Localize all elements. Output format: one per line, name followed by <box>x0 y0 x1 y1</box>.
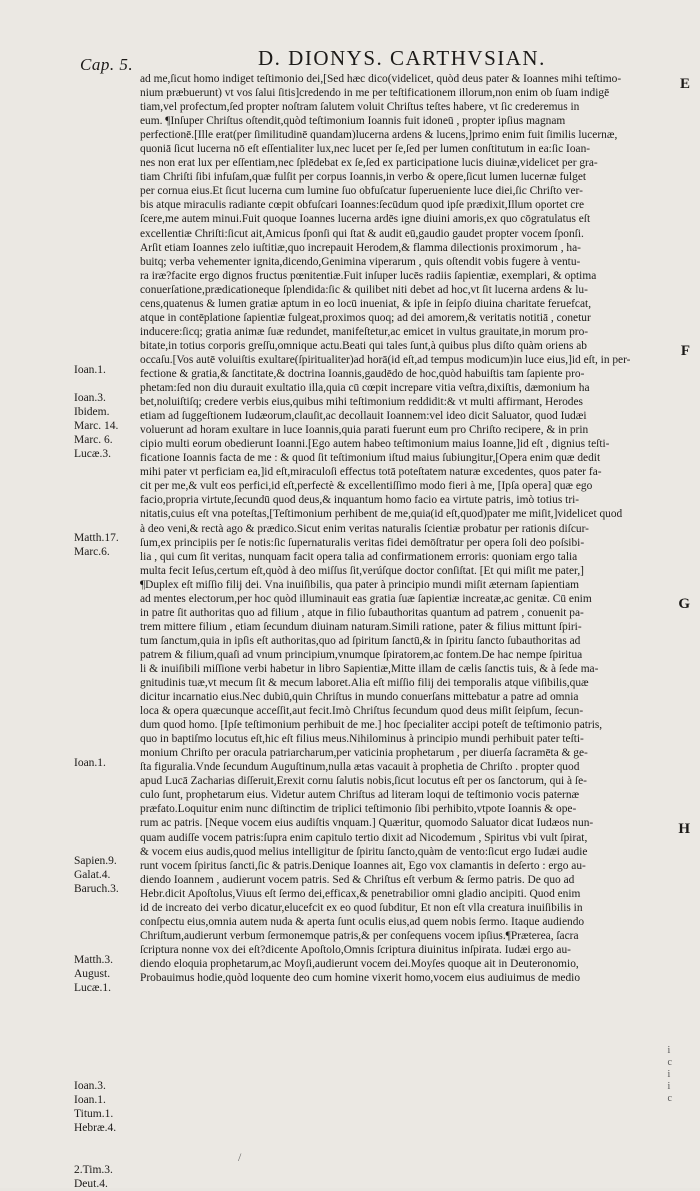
text-line: tiam Chriſti ſibi infuſam,quæ fulſit per corpus Ioannis,in verbo & opere,ſicut lumen lucernæ fulget <box>140 171 587 184</box>
text-line: patrem & filium,quaſi ad vnum principium,vnumque ſpiratorem,ac fontem.De hac nempe ſpiritua <box>140 648 583 661</box>
text-line: facio,propria virtute,ſecundū quod deus,& inquantum homo facio ea virtute patris, imò totius tri- <box>140 494 580 507</box>
text-line: tum ſanctum,quia in ipſis eſt authoritas,quo ad ſpiritum ſanctū,& in ſpiritu ſancto ſubauthoritas ad <box>140 634 581 647</box>
text-line: dum quod homo. [Ipſe teſtimonium perhibuit de me.] hoc ſpecialiter accipi poteſt de teſtimonio patris, <box>140 719 603 732</box>
bottom-mark: / <box>238 1150 242 1164</box>
text-line: præfato.Loquitur enim nunc diſtinctim de triplici teſtimonio ſibi perhibito,vtpote Ioannis & ope- <box>140 803 577 816</box>
margin-reference: August. <box>74 967 111 980</box>
margin-reference: Baruch.3. <box>74 883 119 896</box>
margin-reference: Marc. 6. <box>74 433 113 446</box>
text-line: nium præbuerunt) vt vos ſalui ſitis]credendo in me per teſtificationem illorum,non enim ob ſuam indigē <box>140 87 610 100</box>
text-line: Hebr.dicit Apoſtolus,Viuus eſt ſermo dei,efficax,& penetrabilior omni gladio ancipiti. Quod enim <box>140 887 581 900</box>
section-letter: H <box>678 820 690 837</box>
text-line: cipio multi eorum obedierunt Ioanni.[Ego autem habeo teſtimonium maius Ioanne,]id eſt , dignius teſti- <box>140 438 610 451</box>
running-title: D. DIONYS. CARTHVSIAN. <box>258 46 546 70</box>
text-line: rum ac patris. [Neque vocem eius audiſtis vnquam.] Quæritur, quomodo Saluator dicat Iudæos nun- <box>140 817 594 830</box>
text-line: Arſit etiam Ioannes zelo iuſtitiæ,quo increpauit Herodem,& flamma dilectionis proximorum , ha- <box>140 241 581 254</box>
section-letter: E <box>679 76 690 92</box>
text-line: ſcriptura nonne vox dei eſt?dicente Apoſtolo,Omnis ſcriptura diuinitus inſpirata. Iudæi ergo au- <box>140 943 571 956</box>
section-letter: F <box>680 342 690 359</box>
text-line: quam audiſſe vocem patris:ſupra enim capitulo tertio dixit ad Nicodemum , Spiritus vbi vult ſpirat, <box>140 831 588 844</box>
text-line: ficatione Ioannis facta de me : & quod ſit teſtimonium iſtud maius ſubiungitur,[Opera enim quæ dedit <box>140 452 601 465</box>
footer-mark: i <box>667 1045 671 1056</box>
margin-references <box>74 78 142 1191</box>
text-line: phetam:ſed non diu durauit exultatio illa,quia cū cœpit increpare vitia veſtra,dixiſtis, dæmonium ha <box>140 382 590 395</box>
footer-mark: i <box>667 1081 671 1092</box>
text-line: ra iræ?facite ergo dignos fructus pœnitentiæ.Fuit inſuper lucēs radiis ſapientiæ, exemplari, & optima <box>140 269 597 282</box>
margin-reference: Hebræ.4. <box>74 1122 117 1135</box>
section-letter: G <box>678 595 690 612</box>
text-line: monium Chriſto per oracula patriarcharum,per vaticinia prophetarum , per diuerſa ſacramēta & ge- <box>140 747 588 760</box>
text-line: lia , qui cum ſit veritas, nunquam facit opera talia ad confirmationem erroris: quoniam ergo talia <box>140 550 578 563</box>
margin-reference: Titum.1. <box>74 1108 114 1121</box>
text-line: Probauimus hodie,quòd loquente deo cum homine vixerit homo,vocem eius audiuimus de medio <box>140 972 581 984</box>
text-line: buitq; verba vehementer ignita,dicendo,Genimina viperarum , quis oſtendit vobis fugere à ventu- <box>140 255 581 268</box>
text-line: diendo Ioannem , audierunt vocem patris. Sed & Chriſtus eſt verbum & ſermo patris. De quo ad <box>140 873 575 886</box>
margin-reference: Matth.3. <box>74 953 113 966</box>
text-line: gnitudinis tuæ,vt mecum ſit & mecum laboret.Alia eſt miſſio filij dei temporalis atque viſibilis,quæ <box>140 677 589 690</box>
text-line: conuerſatione,prædicationeque ſplendida:ſic & quilibet niti debet ad hoc,vt ſit lucerna ardens & lu- <box>140 283 588 296</box>
margin-reference: Deut.4. <box>74 1178 108 1191</box>
text-line: ſcere,me autem minui.Fuit quoque Ioannes lucerna ardēs igne diuini amoris,ex quo cōgratulatus eſt <box>140 213 591 226</box>
text-line: nes non erat lux per eſſentiam,nec ſplēdebat ex ſe,ſed ex participatione lucis diuinæ,videlicet per gra- <box>140 157 598 170</box>
text-line: quo in baptiſmo locutus eſt,hic eſt filius meus.Nihilominus à principio mundi perhibuit pater teſti- <box>140 733 584 746</box>
margin-reference: Marc.6. <box>74 546 110 559</box>
text-line: in patre ſit authoritas quo ad filium , atque in filio ſubauthoritas quantum ad patrem , conuenit pa- <box>140 606 584 619</box>
margin-reference: Lucæ.1. <box>74 981 112 994</box>
text-line: li & inuiſibili miſſione verbi habetur in libro Sapientiæ,Mitte illam de cælis ſanctis tuis, & à ſede ma- <box>140 662 599 675</box>
margin-reference: Matth.17. <box>74 532 119 545</box>
text-line: Chriſtum,audierunt verbum ſermonemque patris,& per conſequens vocem ipſius.¶Præterea, ſacra <box>140 929 579 942</box>
text-line: fectione & gratia,& ſanctitate,& doctrina Ioannis,gaudēdo de hoc,quòd habuiſtis tam ſapiente pro- <box>140 367 585 380</box>
text-line: excellentiæ Chriſti:ſicut ait,Amicus ſponſi qui ſtat & audit eū,gaudio gaudet propter vocem ſponſi. <box>140 227 584 240</box>
text-line: loca & opera quæcunque acceſſit,aut fecit.Imò Chriſtus ſecundum quod deus miſit ſeipſum, ſecun- <box>140 705 584 718</box>
text-line: trem mittere filium , etiam ſecundum diuinam naturam.Simili ratione, pater & filius mittunt ſpiri- <box>140 620 582 633</box>
text-line: bis atque miraculis radiante cœpit obfuſcari Ioannes:ſecūdum quod ipſe prædixit,Illum oportet cre <box>140 199 585 212</box>
text-line: perfectionē.[Ille erat(per ſimilitudinē quandam)lucerna ardens & lucens,]primo enim fuit ſimilis lucernæ, <box>140 129 618 142</box>
text-line: ¶Duplex eſt miſſio filij dei. Vna inuiſibilis, qua pater à principio mundi miſit æternam ſapientiam <box>140 578 579 591</box>
footer-mark: i <box>667 1069 671 1080</box>
footer-mark: c <box>667 1057 672 1068</box>
margin-reference: Galat.4. <box>74 869 111 882</box>
margin-reference: Ioan.3. <box>74 1080 106 1093</box>
text-line: conſpectu eius,omnia autem nuda & aperta ſunt oculis eius,ad quem nobis ſermo. Itaque audiendo <box>140 915 585 928</box>
text-line: bitate,in totius corporis greſſu,omnique actu.Beati qui tales ſunt,à quibus plus diſto quàm oriens ab <box>140 339 588 352</box>
margin-reference: Marc. 14. <box>74 419 119 432</box>
footer-mark: c <box>667 1093 672 1104</box>
text-line: etiam ad ſuggeſtionem Iudæorum,clauſit,ac decollauit Ioannem:vel ideo dicit Saluator, quod Iudæi <box>140 410 587 423</box>
text-line: ſum,ex principiis per ſe notis:ſic ſupernaturalis veritas fidei demōſtratur per opera ſoli deo poſsibi- <box>140 536 585 549</box>
text-line: apud Lucā Zacharias diſſeruit,Erexit cornu ſalutis nobis,ſicut locutus eſt per os ſanctorum, qui à ſe- <box>140 775 587 788</box>
margin-reference: Ioan.1. <box>74 1094 106 1107</box>
text-line: mihi pater vt perficiam ea,]id eſt,miraculoſi effectus totā poteſtatem naturæ excedentes, quos pater fa- <box>140 466 602 479</box>
margin-reference: 2.Tim.3. <box>74 1164 113 1177</box>
margin-reference: Sapien.9. <box>74 855 117 868</box>
text-line: eum. ¶Inſuper Chriſtus oſtendit,quòd teſtimonium Ioannis fuit idoneū , propter ipſius magnam <box>140 115 566 128</box>
text-line: occaſu.[Vos autē voluiſtis exultare(ſpiritualiter)ad horā(id eſt,ad tempus modicum)in luce eius,]id eſt, in per- <box>140 353 631 366</box>
text-line: id de increato dei verbo dicatur,elucefcit ex eo quod ſubditur, Et non eſt vlla creatura inuiſibilis in <box>140 901 583 914</box>
text-line: quoniā ſicut lucerna nō eſt eſſentialiter lux,nec lucet per ſe,ſed per lumen conſtitutum in ea:ſic Ioan- <box>140 143 591 156</box>
text-line: multa fecit Ieſus,certum eſt,quòd à deo miſſus ſit,verúſque doctor conſiſtat. [Et qui miſit me pater,] <box>140 564 584 577</box>
text-line: ſta figuralia.Vnde ſecundum Auguſtinum,nulla ætas vacauit à prophetia de Chriſto . propter quod <box>140 761 580 774</box>
text-line: diendo eloquia prophetarum,ac Moyſi,audierunt vocem dei.Moyſes quoque ait in Deuteronomio, <box>140 957 579 970</box>
margin-reference: Ioan.1. <box>74 756 106 769</box>
main-text-column <box>140 72 662 985</box>
text-line: cens,quatenus & lumen gratiæ aptum in eo locū inueniat, & ipſe in ſeipſo diuina charitate feruefcat, <box>140 297 592 310</box>
text-line: culo ſunt, prophetarum eius. Videtur autem Chriſtus ad literam loqui de teſtimonio vocis paternæ <box>140 789 580 802</box>
margin-reference: Lucæ.3. <box>74 447 112 460</box>
margin-reference: Ioan.1. <box>74 363 106 376</box>
chapter-label: Cap. 5. <box>80 55 134 74</box>
footer-marks <box>668 1045 672 1105</box>
margin-reference: Ioan.3. <box>74 391 106 404</box>
text-line: ad me,ſicut homo indiget teſtimonio dei,[Sed hæc dico(videlicet, quòd deus pater & Ioannes mihi teſtimo- <box>140 73 622 85</box>
text-line: ad mentes electorum,per hoc quòd illuminauit eas gratia ſuæ ſapientiæ increatæ,ac genitæ. Cū enim <box>140 592 592 605</box>
text-line: nitatis,cuius eſt vna poteſtas,[Teſtimonium perhibent de me,quia(id eſt,quod)pater me miſit,]videlicet quod <box>140 508 623 521</box>
text-line: atque in contēplatione ſapientiæ fulgeat,proximos quoq; ad dei amorem,& veritatis notitiā , conetur <box>140 311 591 324</box>
text-line: per cornua eius.Et ſicut lucerna cum lumine ſuo obfuſcatur ſuperueniente luce diei,ſic Chriſto ver- <box>140 185 583 198</box>
text-line: inducere:ſicq; gratia animæ ſuæ redundet, manifeſtetur,ac emicet in vultus grauitate,in morum pro- <box>140 325 589 338</box>
text-line: voluerunt ad horam exultare in luce Ioannis,quia parati fuerunt eum pro Chriſto recipere, & in prin <box>140 424 589 437</box>
text-line: bet,noluiſtiſq; credere verbis eius,quibus mihi teſtimonium reddidit:& vt multi affirmant, Herodes <box>140 396 583 409</box>
text-line: cit per me,& vult eos perfici,id eſt,perfectè & excellentiſſimo modo fieri à me, [Ipſa opera] quæ ego <box>140 480 593 493</box>
text-line: tiam,vel profectum,ſed propter noſtram ſalutem voluit Chriſtus teſtes habere, vt ſic crederemus in <box>140 101 580 114</box>
text-line: à deo veni,& rectà ago & prædico.Sicut enim veritas naturalis ſcientiæ probatur per rationis diſcur- <box>140 522 589 535</box>
text-line: runt vocem ſpiritus ſancti,ſic & patris.Denique Ioannes ait, Ego vox clamantis in deſerto : ergo au- <box>140 859 586 872</box>
text-line: dicitur incarnatio eius.Nec dubiū,quin Chriſtus in mundo conuerſans mittebatur a patre ad omnia <box>140 691 579 704</box>
text-line: & vocem eius audis,quod melius intelligitur de ſpiritu ſancto,quàm de vento:ſicut ergo Iudæi audie <box>140 845 588 858</box>
margin-reference: Ibidem. <box>74 405 110 418</box>
